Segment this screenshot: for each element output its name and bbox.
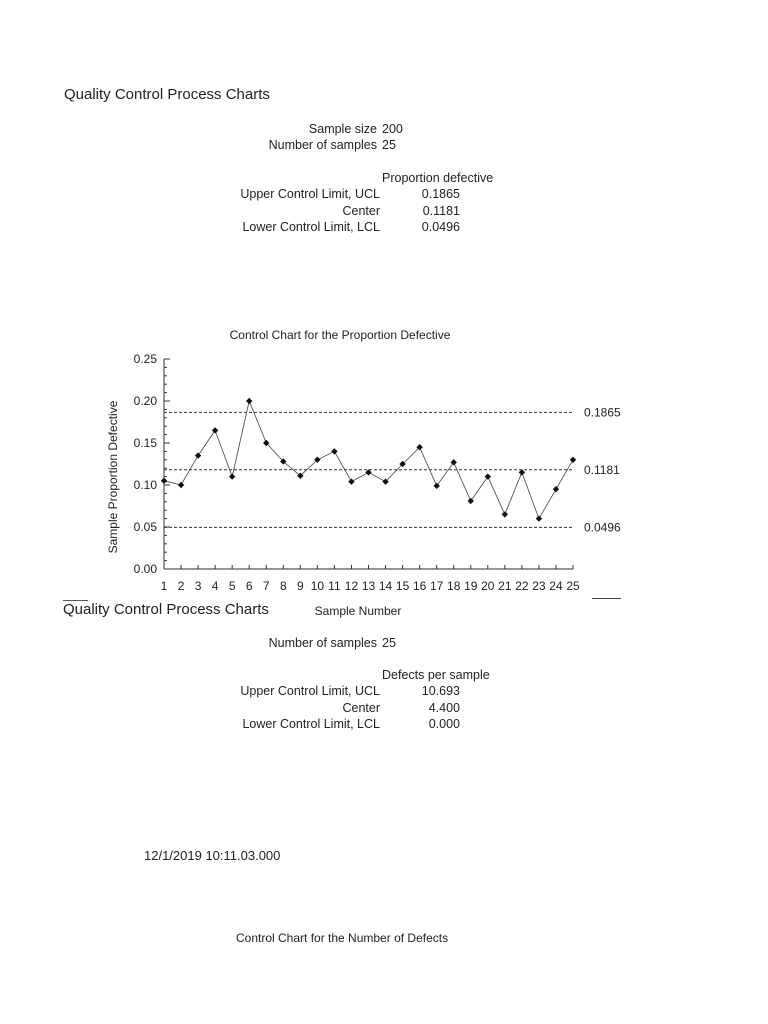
num-samples-value: 25 (382, 138, 396, 152)
y-axis-label: Sample Proportion Defective (106, 400, 120, 554)
y-tick-label: 0.25 (133, 352, 157, 366)
report-title: Quality Control Process Charts (64, 86, 270, 103)
x-tick-label: 1 (160, 579, 168, 593)
x-tick-label: 18 (447, 579, 461, 593)
proportion-defective-header: Proportion defective (382, 171, 494, 185)
section-title-truncated: Quality Control Process Charts (63, 601, 269, 618)
ucl-value: 0.1865 (421, 187, 460, 201)
x-tick-label: 3 (194, 579, 202, 593)
x-tick-label: 15 (395, 579, 410, 593)
y-tick-label: 0.20 (133, 394, 157, 408)
x-tick-label: 6 (245, 579, 253, 593)
x-tick-label: 8 (279, 579, 287, 593)
num-samples-label: Number of samples (268, 138, 377, 152)
c-num-samples-label: Number of samples (268, 636, 377, 650)
lcl-label: Lower Control Limit, LCL (242, 220, 380, 234)
x-tick-label: 14 (378, 579, 393, 593)
c-ucl-label: Upper Control Limit, UCL (240, 684, 380, 698)
sample-size-value: 200 (382, 122, 403, 136)
control-line-label-ucl: 0.1865 (584, 405, 621, 420)
x-tick-label: 16 (412, 579, 427, 593)
x-tick-label: 17 (429, 579, 444, 593)
x-tick-label: 7 (262, 579, 270, 593)
x-tick-label: 19 (464, 579, 478, 593)
defects-per-sample-header: Defects per sample (382, 668, 490, 682)
timestamp: 12/1/2019 10:11.03.000 (144, 848, 281, 863)
x-tick-label: 24 (549, 579, 563, 593)
x-tick-label: 21 (498, 579, 512, 593)
c-chart-title: Control Chart for the Number of Defects (236, 931, 449, 945)
y-tick-label: 0.00 (133, 562, 157, 576)
x-tick-label: 12 (344, 579, 359, 593)
sample-size-label: Sample size (308, 122, 377, 136)
x-tick-label: 13 (361, 579, 376, 593)
lcl-value: 0.0496 (421, 220, 460, 234)
c-center-label: Center (342, 701, 380, 715)
x-tick-label: 11 (328, 579, 341, 593)
ucl-label: Upper Control Limit, UCL (240, 187, 380, 201)
chart-background (90, 318, 630, 596)
control-line-label-center: 0.1181 (584, 462, 620, 477)
y-tick-label: 0.05 (133, 520, 157, 534)
x-tick-label: 9 (296, 579, 304, 593)
x-tick-label: 10 (310, 579, 325, 593)
y-tick-label: 0.15 (133, 436, 157, 450)
c-center-value: 4.400 (428, 701, 460, 715)
x-tick-label: 5 (228, 579, 236, 593)
x-tick-label: 22 (515, 579, 529, 593)
x-tick-label: 25 (566, 579, 580, 593)
x-tick-label: 20 (481, 579, 495, 593)
x-tick-label: 2 (177, 579, 185, 593)
x-tick-label: 4 (211, 579, 219, 593)
control-line-label-lcl: 0.0496 (584, 520, 621, 535)
c-lcl-value: 0.000 (428, 717, 460, 731)
x-tick-label: 23 (532, 579, 546, 593)
c-ucl-value: 10.693 (421, 684, 460, 698)
x-axis-label: Sample Number (314, 604, 402, 618)
c-num-samples-value: 25 (382, 636, 396, 650)
c-lcl-label: Lower Control Limit, LCL (242, 717, 380, 731)
y-tick-label: 0.10 (133, 478, 157, 492)
center-value: 0.1181 (422, 204, 460, 218)
center-label: Center (342, 204, 380, 218)
chart-title: Control Chart for the Proportion Defective (229, 328, 451, 342)
